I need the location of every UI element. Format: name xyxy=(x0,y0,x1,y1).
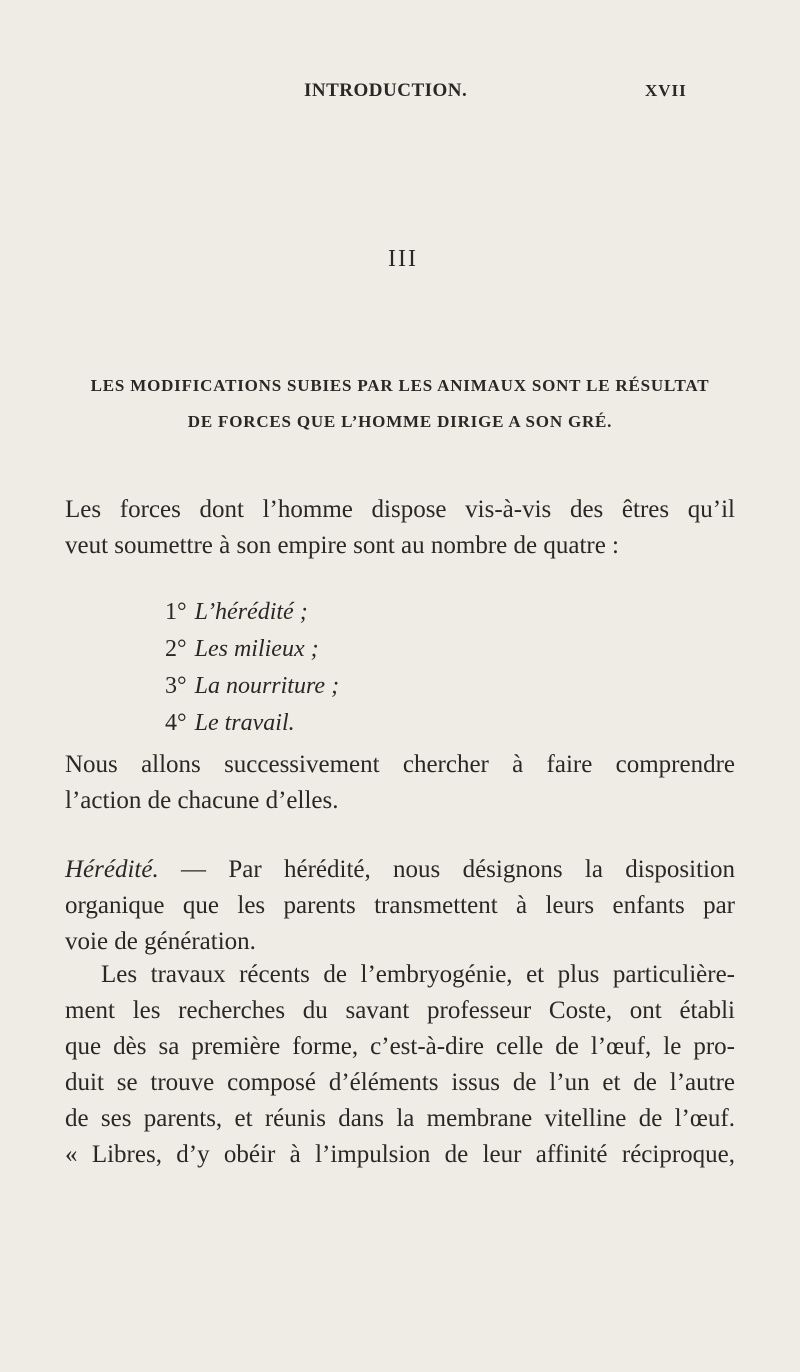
list-item-term: Le travail. xyxy=(194,710,295,736)
list-item-number: 2° xyxy=(165,636,187,662)
paragraph-line xyxy=(65,852,735,888)
page-number: XVII xyxy=(645,81,687,100)
paragraph-line: que dès sa première forme, c’est-à-dire celle de l’œuf, le pro- xyxy=(65,1033,735,1060)
paragraph-line: Les travaux récents de l’embryogénie, et plus particulière- xyxy=(101,961,735,988)
section-title-line: DE FORCES QUE L’HOMME DIRIGE A SON GRÉ. xyxy=(187,412,613,431)
paragraph-line: organique que les parents transmettent à leurs enfants par xyxy=(65,892,735,919)
list-item-term: La nourriture ; xyxy=(194,673,340,699)
paragraph-line: voie de génération. xyxy=(65,928,256,955)
paragraph-embryogenie xyxy=(65,957,735,1173)
section-number: III xyxy=(388,246,418,272)
section-title-line: LES MODIFICATIONS SUBIES PAR LES ANIMAUX SONT LE RÉSULTAT xyxy=(90,376,710,395)
forces-list xyxy=(165,594,339,742)
paragraph-line: Nous allons successivement chercher à faire comprendre xyxy=(65,751,735,778)
paragraph-line: veut soumettre à son empire sont au nombre de quatre : xyxy=(65,532,620,559)
list-item-term: L’hérédité ; xyxy=(194,599,308,625)
list-item-term: Les milieux ; xyxy=(194,636,319,662)
list-item-number: 3° xyxy=(165,673,187,699)
paragraph-line: « Libres, d’y obéir à l’impulsion de leur affinité réciproque, xyxy=(65,1141,735,1168)
list-item xyxy=(165,705,339,742)
paragraph-transition xyxy=(65,747,735,819)
list-item xyxy=(165,631,339,668)
list-item xyxy=(165,668,339,705)
list-item xyxy=(165,594,339,631)
list-item-number: 4° xyxy=(165,710,187,736)
paragraph-line: Les forces dont l’homme dispose vis-à-vis des êtres qu’il xyxy=(65,496,735,523)
run-in-heading: Hérédité. xyxy=(65,856,159,883)
paragraph-line: ment les recherches du savant professeur Coste, ont établi xyxy=(65,997,735,1024)
paragraph-line-text: — Par hérédité, nous désignons la disposition xyxy=(158,856,735,883)
page-header xyxy=(0,80,800,108)
paragraph-heredite xyxy=(65,852,735,960)
paragraph-line: duit se trouve composé d’éléments issus de l’un et de l’autre xyxy=(65,1069,735,1096)
paragraph-line: l’action de chacune d’elles. xyxy=(65,787,339,814)
list-item-number: 1° xyxy=(165,599,187,625)
paragraph-intro xyxy=(65,492,735,564)
running-title: INTRODUCTION. xyxy=(304,80,468,101)
paragraph-line: de ses parents, et réunis dans la membrane vitelline de l’œuf. xyxy=(65,1105,735,1132)
section-title xyxy=(65,368,735,440)
